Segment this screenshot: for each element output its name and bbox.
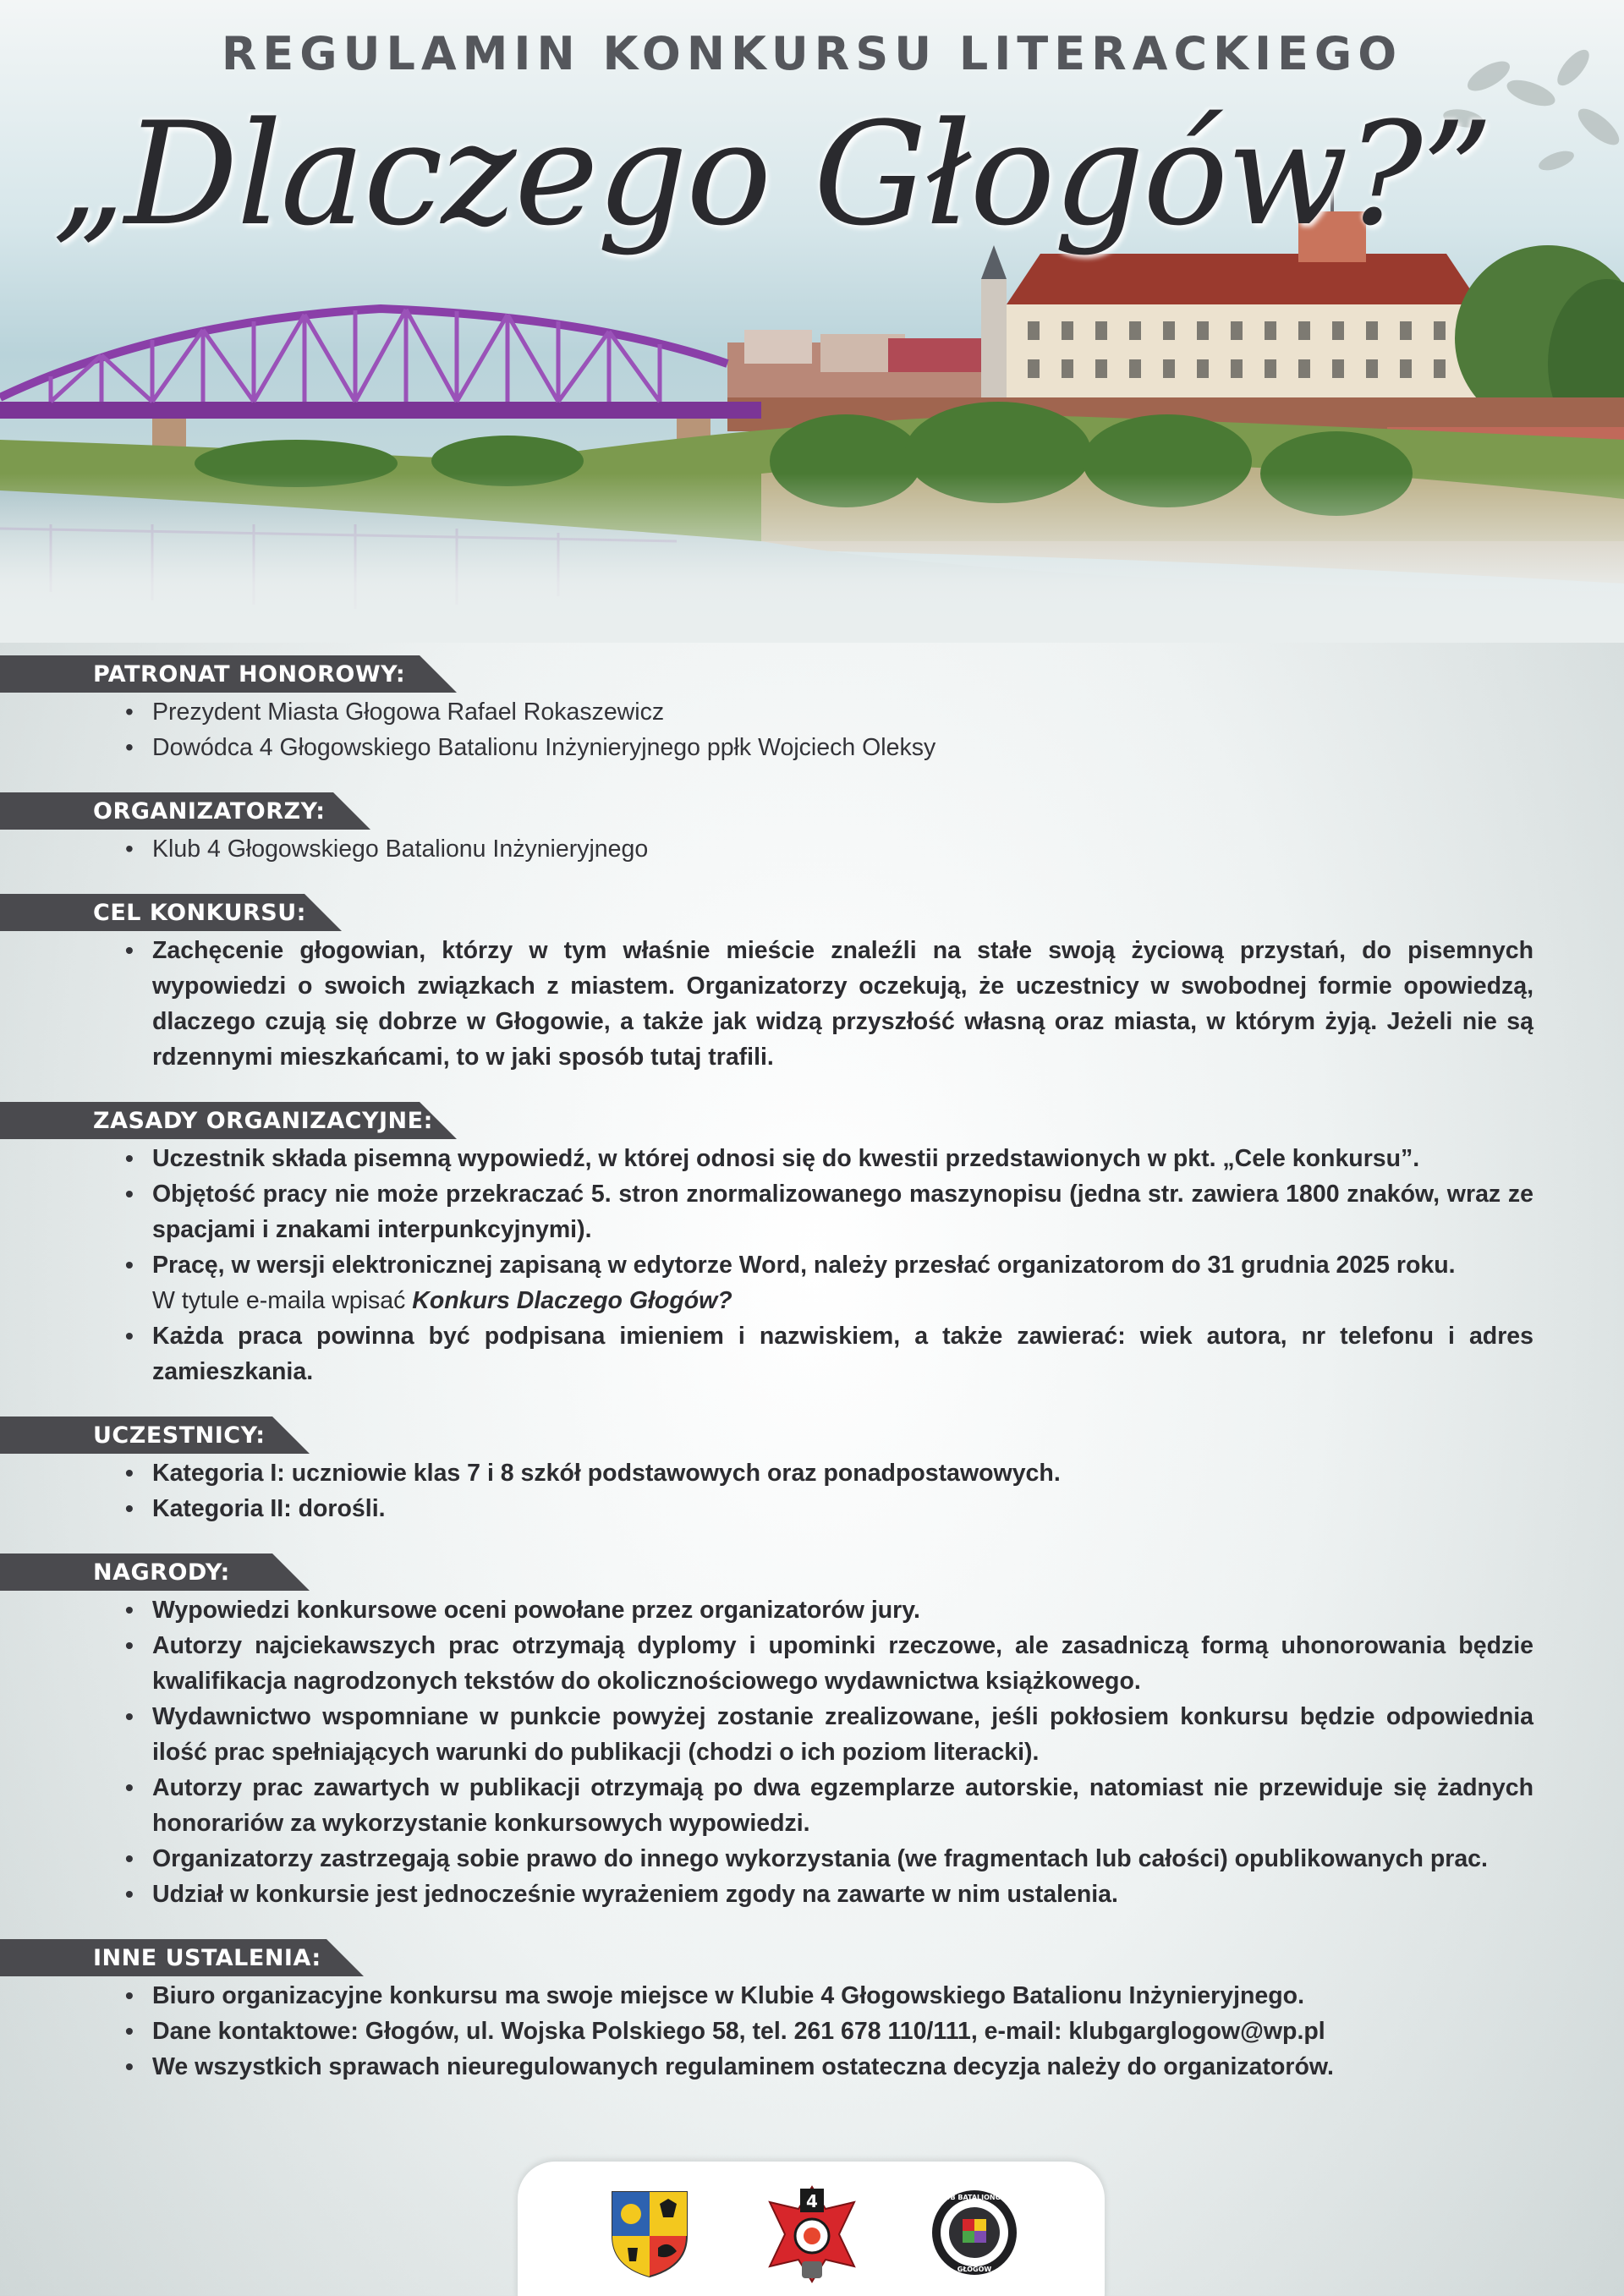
list-item: • Autorzy najciekawszych prac otrzymają dyplomy i upominki rzeczowe, ale zasadniczą formą uhonorowania będzie kwalifikacja nagrodzonych tekstów do okolicznościowego wydawnictwa książkowego. <box>125 1628 1533 1699</box>
list-item: • Objętość pracy nie może przekraczać 5. stron znormalizowanego maszynopisu (jedna str. zawiera 1800 znaków, wraz ze spacjami i znakami interpunkcyjnymi). <box>125 1176 1533 1247</box>
footer-logos-panel <box>518 2162 1105 2296</box>
list-item: • Zachęcenie głogowian, którzy w tym właśnie mieście znaleźli na stałe swoją życiową przystań, do pisemnych wypowiedzi o swoich związkach z miastem. Organizatorzy oczekują, że uczestnicy w swobodnej formie opowiedzą, dlaczego czują się dobrze w Głogowie, a także jak widzą przyszłość własną oraz miasta, w którym żyją. Jeżeli nie są rdzennymi mieszkańcami, to w jaki sposób tutaj trafili. <box>125 933 1533 1075</box>
list-item: • Uczestnik składa pisemną wypowiedź, w której odnosi się do kwestii przedstawionych w pkt. „Cele konkursu”. <box>125 1141 1533 1176</box>
glogow-coat-of-arms-icon <box>609 2189 690 2280</box>
email-subject: Konkurs Dlaczego Głogów? <box>412 1287 732 1314</box>
section-header <box>0 1417 457 1454</box>
list-item: • We wszystkich sprawach nieuregulowanych regulaminem ostateczna decyzja należy do organizatorów. <box>125 2049 1533 2085</box>
section-header <box>0 1102 457 1139</box>
bullet-list <box>125 1592 1533 1912</box>
section-title: PATRONAT HONOROWY: <box>93 661 406 688</box>
list-item: • Prezydent Miasta Głogowa Rafael Rokaszewicz <box>125 694 1533 730</box>
bullet-list <box>125 831 1533 867</box>
section-header <box>0 1553 457 1591</box>
section-organization-rules <box>0 1102 1624 1389</box>
bullet-list <box>125 1141 1533 1389</box>
section-title: CEL KONKURSU: <box>93 900 306 926</box>
section-header <box>0 792 457 830</box>
document-heading: REGULAMIN KONKURSU LITERACKIEGO <box>221 27 1403 80</box>
list-item: • Autorzy prac zawartych w publikacji otrzymają po dwa egzemplarze autorskie, natomiast nie przewiduje się żadnych honorariów za wykorzystanie konkursowych wypowiedzi. <box>125 1770 1533 1841</box>
list-item <box>125 1247 1533 1318</box>
list-item: • Biuro organizacyjne konkursu ma swoje miejsce w Klubie 4 Głogowskiego Batalionu Inżynieryjnego. <box>125 1978 1533 2014</box>
list-item: • Wydawnictwo wspomniane w punkcie powyżej zostanie zrealizowane, jeśli pokłosiem konkursu będzie odpowiednia ilość prac spełniających warunki do publikacji (chodzi o ich poziom literacki). <box>125 1699 1533 1770</box>
section-header <box>0 894 457 931</box>
battalion-cross-emblem-icon <box>763 2184 861 2285</box>
list-item: • Klub 4 Głogowskiego Batalionu Inżynieryjnego <box>125 831 1533 867</box>
battalion-club-badge-icon <box>930 2189 1018 2277</box>
section-participants <box>0 1417 1624 1526</box>
section-prizes <box>0 1553 1624 1912</box>
email-subject-prefix: W tytule e-maila wpisać <box>152 1287 413 1314</box>
section-honorary-patronage <box>0 655 1624 765</box>
list-item: • Dane kontaktowe: Głogów, ul. Wojska Polskiego 58, tel. 261 678 110/111, e-mail: klubgarglogow@wp.pl <box>125 2014 1533 2049</box>
hero-banner <box>0 0 1624 643</box>
bullet-list <box>125 1978 1533 2085</box>
section-title: NAGRODY: <box>93 1559 230 1586</box>
list-item: • Udział w konkursie jest jednocześnie wyrażeniem zgody na zawarte w nim ustalenia. <box>125 1877 1533 1912</box>
section-title: UCZESTNICY: <box>93 1422 266 1449</box>
contest-title: „Dlaczego Głogów?” <box>52 91 1492 257</box>
bullet-list <box>125 694 1533 765</box>
badge-city: GŁOGÓW <box>957 2266 992 2273</box>
section-other-provisions <box>0 1939 1624 2085</box>
list-item: • Każda praca powinna być podpisana imieniem i nazwiskiem, a także zawierać: wiek autora, nr telefonu i adres zamieszkania. <box>125 1318 1533 1389</box>
emblem-number: 4 <box>806 2191 818 2211</box>
badge-text: KLUB BATALIONOWY <box>935 2194 1014 2201</box>
section-contest-goal <box>0 894 1624 1075</box>
section-header <box>0 655 457 693</box>
section-title: ORGANIZATORZY: <box>93 798 326 825</box>
list-item: • Kategoria I: uczniowie klas 7 i 8 szkół podstawowych oraz ponadpostawowych. <box>125 1455 1533 1491</box>
hero-fade-overlay <box>0 474 1624 643</box>
section-title: ZASADY ORGANIZACYJNE: <box>93 1108 433 1134</box>
bullet-list <box>125 933 1533 1075</box>
list-item: • Organizatorzy zastrzegają sobie prawo do innego wykorzystania (we fragmentach lub całości) opublikowanych prac. <box>125 1841 1533 1877</box>
section-organizers <box>0 792 1624 867</box>
list-item: • Wypowiedzi konkursowe oceni powołane przez organizatorów jury. <box>125 1592 1533 1628</box>
section-title: INNE USTALENIA: <box>93 1945 321 1971</box>
regulations-content <box>0 655 1624 2085</box>
section-header <box>0 1939 457 1976</box>
bullet-list <box>125 1455 1533 1526</box>
list-item: • Kategoria II: dorośli. <box>125 1491 1533 1526</box>
submission-deadline-text: Pracę, w wersji elektronicznej zapisaną w edytorze Word, należy przesłać organizatorom do 31 grudnia 2025 roku. <box>152 1252 1456 1279</box>
list-item: • Dowódca 4 Głogowskiego Batalionu Inżynieryjnego ppłk Wojciech Oleksy <box>125 730 1533 765</box>
